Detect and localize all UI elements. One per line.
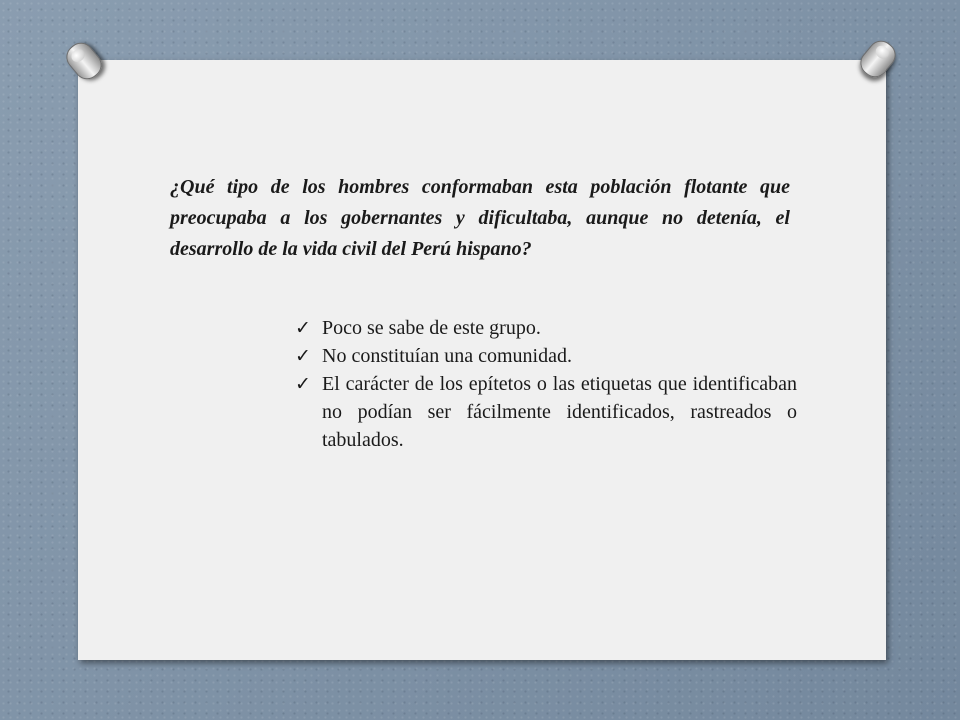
slide-question: ¿Qué tipo de los hombres conformaban esta población flotante que preocupaba a los gobernantes y dificultaba, aunque no detenía, el desarrollo de la vida civil del Perú hispano?	[170, 176, 790, 260]
bullet-text: Poco se sabe de este grupo.	[322, 317, 541, 339]
check-icon: ✓	[295, 317, 311, 339]
bullet-list	[295, 314, 797, 454]
check-icon: ✓	[295, 373, 311, 395]
bullet-item	[295, 370, 797, 454]
bullet-item	[295, 314, 797, 342]
bullet-item	[295, 342, 797, 370]
bullet-text: No constituían una comunidad.	[322, 345, 572, 367]
check-icon: ✓	[295, 345, 311, 367]
bullet-text: El carácter de los epítetos o las etiquetas que identificaban no podían ser fácilmente identificados, rastreados o tabulados.	[322, 373, 797, 451]
